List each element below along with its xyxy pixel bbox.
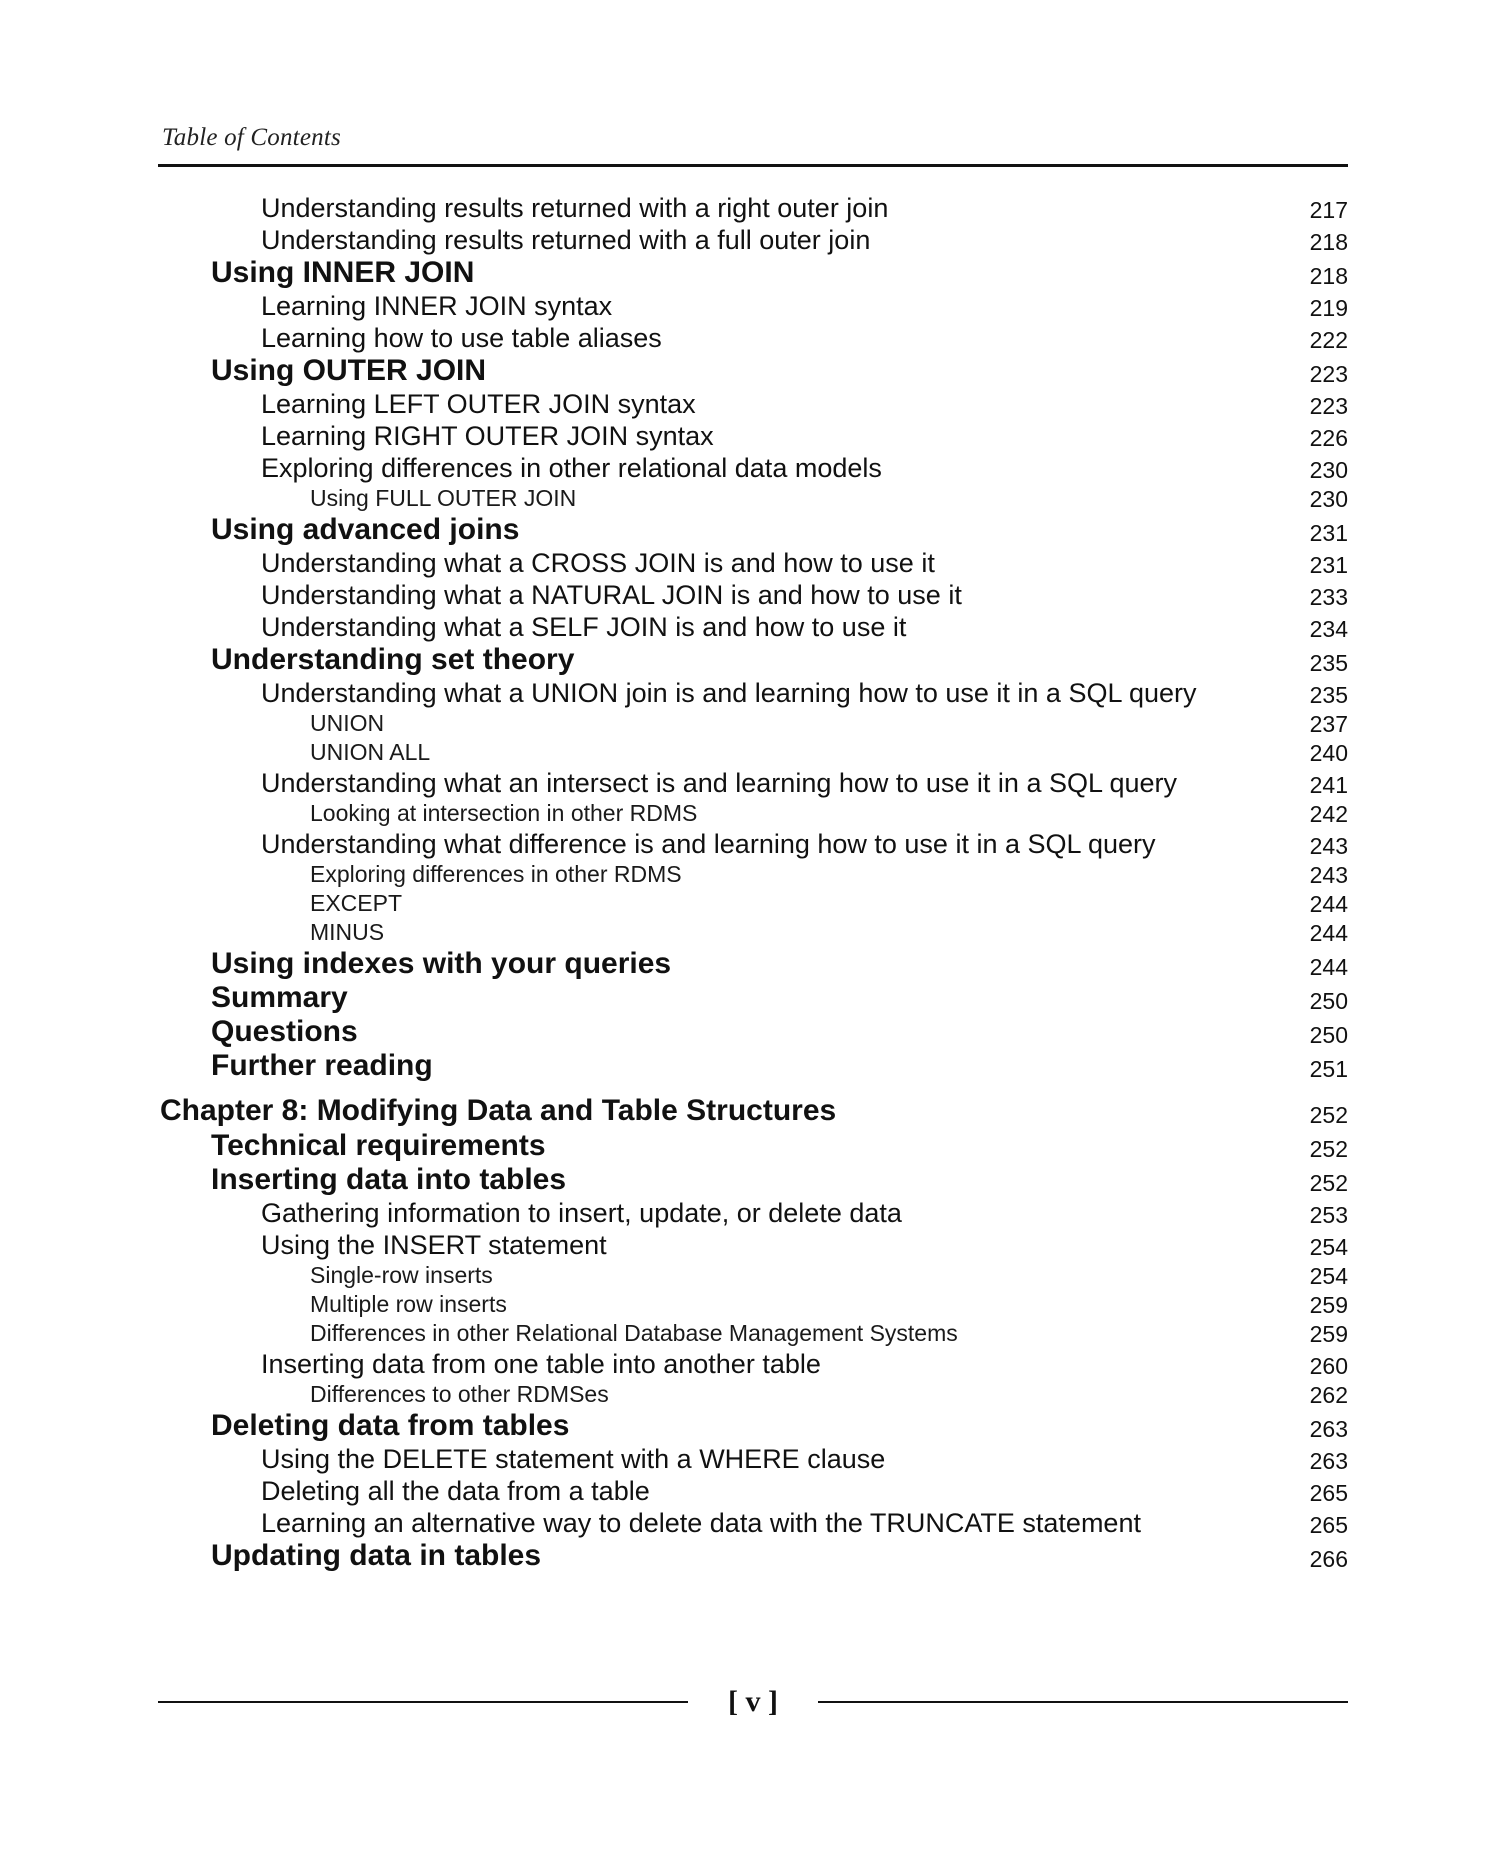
toc-entry-page: 240 xyxy=(1309,739,1348,766)
toc-entry[interactable] xyxy=(158,767,1348,799)
toc-entry-title: Learning how to use table aliases xyxy=(261,323,662,353)
toc-entry[interactable] xyxy=(158,1380,1348,1409)
toc-entry-page: 250 xyxy=(1309,1021,1348,1048)
toc-entry[interactable] xyxy=(158,643,1348,677)
toc-entry-title: Understanding what difference is and learning how to use it in a SQL query xyxy=(261,829,1156,859)
toc-entry[interactable] xyxy=(158,1290,1348,1319)
toc-entry-page: 223 xyxy=(1309,392,1348,419)
toc-entry-title: Understanding set theory xyxy=(211,643,575,676)
toc-entry-title: Using advanced joins xyxy=(211,513,520,546)
toc-entry-page: 230 xyxy=(1309,456,1348,483)
toc-entry[interactable] xyxy=(158,354,1348,388)
toc-entry-title: UNION ALL xyxy=(310,739,431,765)
toc-entry[interactable] xyxy=(158,1163,1348,1197)
toc-entry[interactable] xyxy=(158,1197,1348,1229)
toc-entry[interactable] xyxy=(158,918,1348,947)
table-of-contents xyxy=(158,192,1348,1573)
toc-entry[interactable] xyxy=(158,388,1348,420)
toc-entry[interactable] xyxy=(158,709,1348,738)
toc-entry[interactable] xyxy=(158,1348,1348,1380)
toc-entry[interactable] xyxy=(158,1129,1348,1163)
toc-entry-page: 243 xyxy=(1309,861,1348,888)
toc-entry[interactable] xyxy=(158,256,1348,290)
toc-entry-title: Using the DELETE statement with a WHERE clause xyxy=(261,1444,886,1474)
toc-entry-title: Inserting data from one table into another table xyxy=(261,1349,821,1379)
page-footer xyxy=(158,1682,1348,1722)
toc-entry-title: Learning RIGHT OUTER JOIN syntax xyxy=(261,421,714,451)
toc-entry-title: Using the INSERT statement xyxy=(261,1230,607,1260)
footer-rule-right xyxy=(818,1701,1348,1703)
toc-entry-page: 263 xyxy=(1309,1447,1348,1474)
toc-entry[interactable] xyxy=(158,420,1348,452)
toc-entry[interactable] xyxy=(158,828,1348,860)
toc-entry-page: 234 xyxy=(1309,615,1348,642)
toc-entry-page: 265 xyxy=(1309,1479,1348,1506)
toc-entry-page: 262 xyxy=(1309,1381,1348,1408)
toc-chapter-entry[interactable] xyxy=(158,1093,1348,1129)
toc-entry[interactable] xyxy=(158,1539,1348,1573)
toc-entry-page: 251 xyxy=(1309,1055,1348,1082)
toc-entry-title: Learning LEFT OUTER JOIN syntax xyxy=(261,389,696,419)
toc-entry[interactable] xyxy=(158,1049,1348,1083)
toc-entry-page: 235 xyxy=(1309,681,1348,708)
toc-entry[interactable] xyxy=(158,452,1348,484)
header-rule xyxy=(158,164,1348,167)
toc-entry-page: 252 xyxy=(1309,1101,1348,1128)
toc-entry-title: Understanding results returned with a right outer join xyxy=(261,193,889,223)
toc-entry-page: 252 xyxy=(1309,1169,1348,1196)
toc-entry[interactable] xyxy=(158,1261,1348,1290)
toc-entry-page: 244 xyxy=(1309,953,1348,980)
toc-entry-page: 241 xyxy=(1309,771,1348,798)
toc-entry-page: 233 xyxy=(1309,583,1348,610)
toc-entry[interactable] xyxy=(158,1015,1348,1049)
toc-entry-title: Single-row inserts xyxy=(310,1262,493,1288)
toc-entry-title: Using indexes with your queries xyxy=(211,947,672,980)
toc-entry-title: Using FULL OUTER JOIN xyxy=(310,485,577,511)
toc-entry-title: Looking at intersection in other RDMS xyxy=(310,800,698,826)
toc-entry-title: Chapter 8: Modifying Data and Table Structures xyxy=(160,1094,837,1127)
toc-entry-title: Using OUTER JOIN xyxy=(211,354,487,387)
toc-entry-page: 244 xyxy=(1309,890,1348,917)
toc-entry-title: Understanding what a UNION join is and learning how to use it in a SQL query xyxy=(261,678,1197,708)
toc-entry[interactable] xyxy=(158,677,1348,709)
toc-entry-title: Further reading xyxy=(211,1049,433,1082)
toc-entry-title: Understanding what a CROSS JOIN is and how to use it xyxy=(261,548,935,578)
toc-entry-title: Exploring differences in other relational data models xyxy=(261,453,882,483)
toc-entry[interactable] xyxy=(158,611,1348,643)
toc-entry-page: 217 xyxy=(1309,196,1348,223)
toc-entry[interactable] xyxy=(158,738,1348,767)
toc-entry-title: MINUS xyxy=(310,919,385,945)
toc-entry[interactable] xyxy=(158,547,1348,579)
toc-entry-title: Inserting data into tables xyxy=(211,1163,567,1196)
toc-entry-page: 254 xyxy=(1309,1262,1348,1289)
toc-entry-title: Learning an alternative way to delete data with the TRUNCATE statement xyxy=(261,1508,1141,1538)
toc-entry-page: 218 xyxy=(1309,262,1348,289)
toc-entry-page: 250 xyxy=(1309,987,1348,1014)
toc-entry-title: Exploring differences in other RDMS xyxy=(310,861,682,887)
toc-entry-page: 235 xyxy=(1309,649,1348,676)
running-header: Table of Contents xyxy=(162,124,341,151)
toc-entry-title: Questions xyxy=(211,1015,358,1048)
page-number: [ v ] xyxy=(728,1685,778,1718)
toc-entry-page: 260 xyxy=(1309,1352,1348,1379)
toc-entry-page: 243 xyxy=(1309,832,1348,859)
toc-entry-title: Deleting all the data from a table xyxy=(261,1476,650,1506)
toc-entry[interactable] xyxy=(158,290,1348,322)
toc-entry[interactable] xyxy=(158,1229,1348,1261)
toc-entry[interactable] xyxy=(158,192,1348,224)
toc-entry[interactable] xyxy=(158,579,1348,611)
toc-entry-title: Learning INNER JOIN syntax xyxy=(261,291,613,321)
toc-entry[interactable] xyxy=(158,513,1348,547)
toc-entry-page: 266 xyxy=(1309,1545,1348,1572)
toc-entry-page: 237 xyxy=(1309,710,1348,737)
toc-entry-title: Updating data in tables xyxy=(211,1539,542,1572)
toc-entry[interactable] xyxy=(158,1319,1348,1348)
toc-entry[interactable] xyxy=(158,889,1348,918)
toc-entry[interactable] xyxy=(158,484,1348,513)
toc-entry[interactable] xyxy=(158,1507,1348,1539)
toc-entry-page: 254 xyxy=(1309,1233,1348,1260)
toc-entry-page: 231 xyxy=(1309,551,1348,578)
toc-entry-title: Understanding results returned with a full outer join xyxy=(261,225,871,255)
toc-entry[interactable] xyxy=(158,1443,1348,1475)
toc-entry[interactable] xyxy=(158,1409,1348,1443)
toc-entry-page: 218 xyxy=(1309,228,1348,255)
toc-entry[interactable] xyxy=(158,1475,1348,1507)
toc-entry-title: Using INNER JOIN xyxy=(211,256,475,289)
toc-entry-page: 259 xyxy=(1309,1291,1348,1318)
toc-entry-title: Understanding what a NATURAL JOIN is and how to use it xyxy=(261,580,962,610)
toc-entry-page: 252 xyxy=(1309,1135,1348,1162)
toc-entry-page: 253 xyxy=(1309,1201,1348,1228)
toc-entry-page: 263 xyxy=(1309,1415,1348,1442)
toc-entry-page: 244 xyxy=(1309,919,1348,946)
toc-entry-page: 223 xyxy=(1309,360,1348,387)
toc-entry-page: 231 xyxy=(1309,519,1348,546)
toc-entry-title: Technical requirements xyxy=(211,1129,546,1162)
toc-entry-page: 242 xyxy=(1309,800,1348,827)
toc-entry[interactable] xyxy=(158,947,1348,981)
toc-entry-page: 259 xyxy=(1309,1320,1348,1347)
toc-entry-title: Understanding what a SELF JOIN is and how to use it xyxy=(261,612,907,642)
toc-entry-title: Multiple row inserts xyxy=(310,1291,507,1317)
toc-entry-title: Understanding what an intersect is and learning how to use it in a SQL query xyxy=(261,768,1178,798)
toc-entry[interactable] xyxy=(158,322,1348,354)
toc-entry-page: 265 xyxy=(1309,1511,1348,1538)
toc-entry-title: UNION xyxy=(310,710,385,736)
toc-entry-title: Gathering information to insert, update, or delete data xyxy=(261,1198,902,1228)
toc-entry-page: 226 xyxy=(1309,424,1348,451)
toc-entry[interactable] xyxy=(158,799,1348,828)
toc-entry-title: Differences in other Relational Database Management Systems xyxy=(310,1320,958,1346)
toc-entry[interactable] xyxy=(158,981,1348,1015)
toc-entry-title: Deleting data from tables xyxy=(211,1409,570,1442)
toc-entry[interactable] xyxy=(158,860,1348,889)
toc-entry-title: Differences to other RDMSes xyxy=(310,1381,609,1407)
toc-entry-title: EXCEPT xyxy=(310,890,403,916)
toc-entry-title: Summary xyxy=(211,981,348,1014)
toc-entry[interactable] xyxy=(158,224,1348,256)
toc-entry-page: 230 xyxy=(1309,485,1348,512)
toc-entry-page: 219 xyxy=(1309,294,1348,321)
toc-entry-page: 222 xyxy=(1309,326,1348,353)
